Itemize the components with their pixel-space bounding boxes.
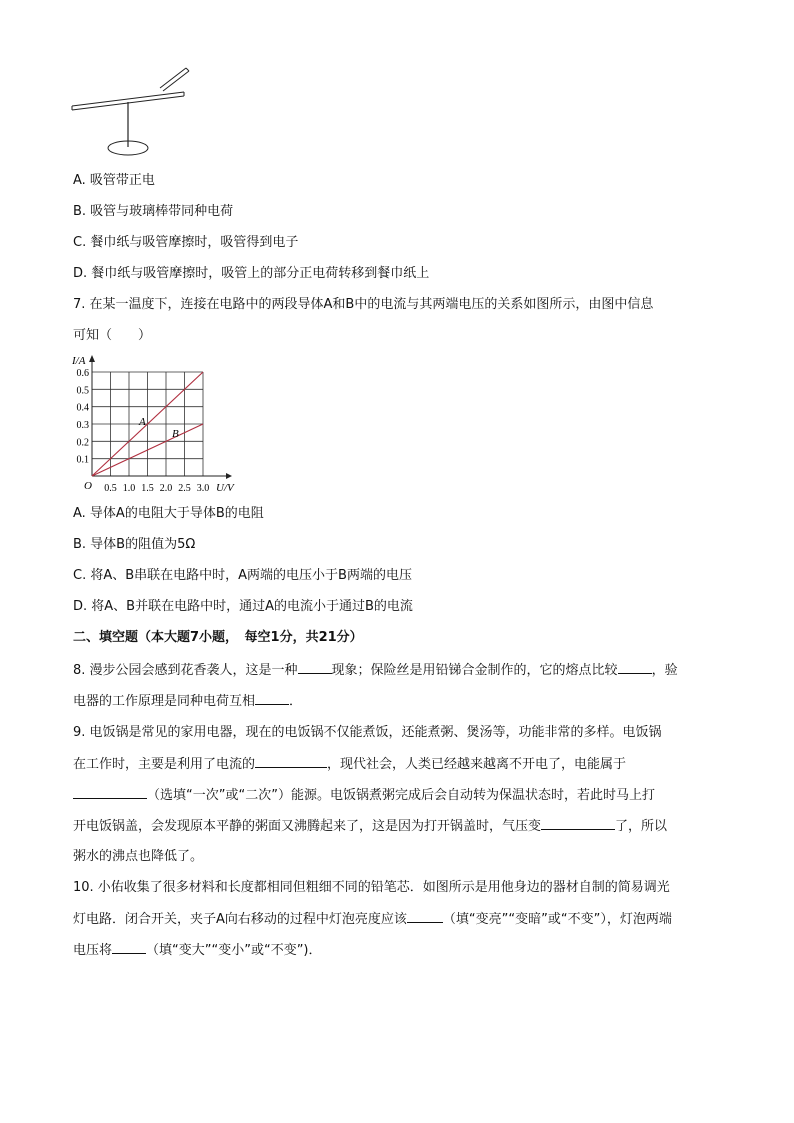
y-tick-labels — [77, 368, 90, 466]
y-tick-label: 0.1 — [76, 454, 89, 466]
q9-blank-2[interactable] — [73, 786, 147, 799]
q7-stem-line2: 可知（ ） — [73, 328, 152, 343]
q10-text-b: （填“变亮”“变暗”或“不变”），灯泡两端 — [442, 912, 672, 927]
q8-line1 — [73, 661, 678, 680]
q8-text-d: 电器的工作原理是同种电荷互相 — [73, 694, 256, 709]
y-axis-arrow — [89, 355, 95, 362]
q8-text-a: 8. 漫步公园会感到花香袭人，这是一种 — [73, 663, 298, 678]
q6-option-b: B. 吸管与玻璃棒带同种电荷 — [73, 204, 234, 219]
q7-stem-line1: 7. 在某一温度下，连接在电路中的两段导体A和B中的电流与其两端电压的关系如图所示，由图中信息 — [73, 297, 654, 312]
q9-blank-3[interactable] — [541, 817, 615, 830]
x-tick-label: 1.5 — [141, 483, 154, 494]
q8-text-c: ，验 — [651, 663, 678, 678]
q10-line2 — [73, 910, 672, 929]
x-tick-label: 0.5 — [104, 483, 117, 494]
x-tick-labels — [104, 483, 209, 494]
q9-blank-1[interactable] — [255, 755, 327, 768]
q8-blank-3[interactable] — [255, 692, 289, 705]
q10-text-d: （填“变大”“变小”或“不变”)． — [146, 943, 322, 958]
q9-line2 — [73, 755, 626, 774]
origin-label: O — [84, 480, 92, 492]
q8-blank-2[interactable] — [618, 661, 652, 674]
q10-line1: 10. 小佑收集了很多材料和长度都相同但粗细不同的铅笔芯．如图所示是用他身边的器材自制的简易调光 — [73, 880, 670, 895]
q6-option-a: A. 吸管带正电 — [73, 173, 155, 188]
y-tick-label: 0.4 — [76, 402, 89, 414]
q7-option-c: C. 将A、B串联在电路中时，A两端的电压小于B两端的电压 — [73, 568, 412, 583]
straw-stand-figure — [68, 62, 198, 162]
q9-text-b: ，现代社会，人类已经越来越离不开电了，电能属于 — [327, 757, 627, 772]
q9-line3 — [73, 786, 655, 805]
q9-line1: 9. 电饭锅是常见的家用电器，现在的电饭锅不仅能煮饭，还能煮粥、煲汤等，功能非常的多样。电饭锅 — [73, 725, 662, 740]
q8-line2 — [73, 692, 302, 711]
q7-option-b: B. 导体B的阻值为5Ω — [73, 537, 196, 552]
iu-chart — [70, 350, 250, 500]
q8-text-e: ． — [289, 694, 303, 709]
q6-option-d: D. 餐巾纸与吸管摩擦时，吸管上的部分正电荷转移到餐巾纸上 — [73, 266, 430, 281]
q10-text-c: 电压将 — [73, 943, 113, 958]
q8-text-b: 现象；保险丝是用铅锑合金制作的，它的熔点比较 — [331, 663, 618, 678]
q10-blank-1[interactable] — [407, 910, 443, 923]
x-axis-arrow — [226, 473, 232, 479]
q9-line4 — [73, 817, 667, 836]
y-axis-label: I/A — [72, 355, 86, 367]
line-b-label: B — [172, 428, 179, 440]
y-tick-label: 0.5 — [76, 385, 89, 397]
q7-option-a: A. 导体A的电阻大于导体B的电阻 — [73, 506, 264, 521]
q9-line5: 粥水的沸点也降低了。 — [73, 849, 204, 864]
y-tick-label: 0.2 — [76, 437, 89, 449]
q9-text-c: （选填“一次”或“二次”）能源。电饭锅煮粥完成后会自动转为保温状态时，若此时马上打 — [147, 788, 655, 803]
x-tick-label: 2.0 — [159, 483, 173, 494]
section2-heading: 二、填空题（本大题7小题， 每空1分，共21分） — [73, 630, 363, 645]
x-axis-label: U/V — [216, 482, 234, 494]
q8-blank-1[interactable] — [298, 661, 332, 674]
q9-text-a: 在工作时，主要是利用了电流的 — [73, 757, 256, 772]
q7-option-d: D. 将A、B并联在电路中时，通过A的电流小于通过B的电流 — [73, 599, 413, 614]
x-tick-label: 2.5 — [178, 483, 191, 494]
y-tick-label: 0.3 — [76, 420, 89, 431]
x-tick-label: 3.0 — [196, 483, 210, 494]
q10-line3 — [73, 941, 322, 960]
q6-option-c: C. 餐巾纸与吸管摩擦时，吸管得到电子 — [73, 235, 299, 250]
q10-text-a: 灯电路．闭合开关，夹子A向右移动的过程中灯泡亮度应该 — [73, 912, 407, 927]
q9-text-e: 了，所以 — [615, 819, 668, 834]
q10-blank-2[interactable] — [112, 941, 146, 954]
x-tick-label: 1.0 — [122, 483, 136, 494]
q9-text-d: 开电饭锅盖，会发现原本平静的粥面又沸腾起来了，这是因为打开锅盖时，气压变 — [73, 819, 542, 834]
line-a-label: A — [139, 416, 146, 428]
y-tick-label: 0.6 — [76, 368, 89, 379]
